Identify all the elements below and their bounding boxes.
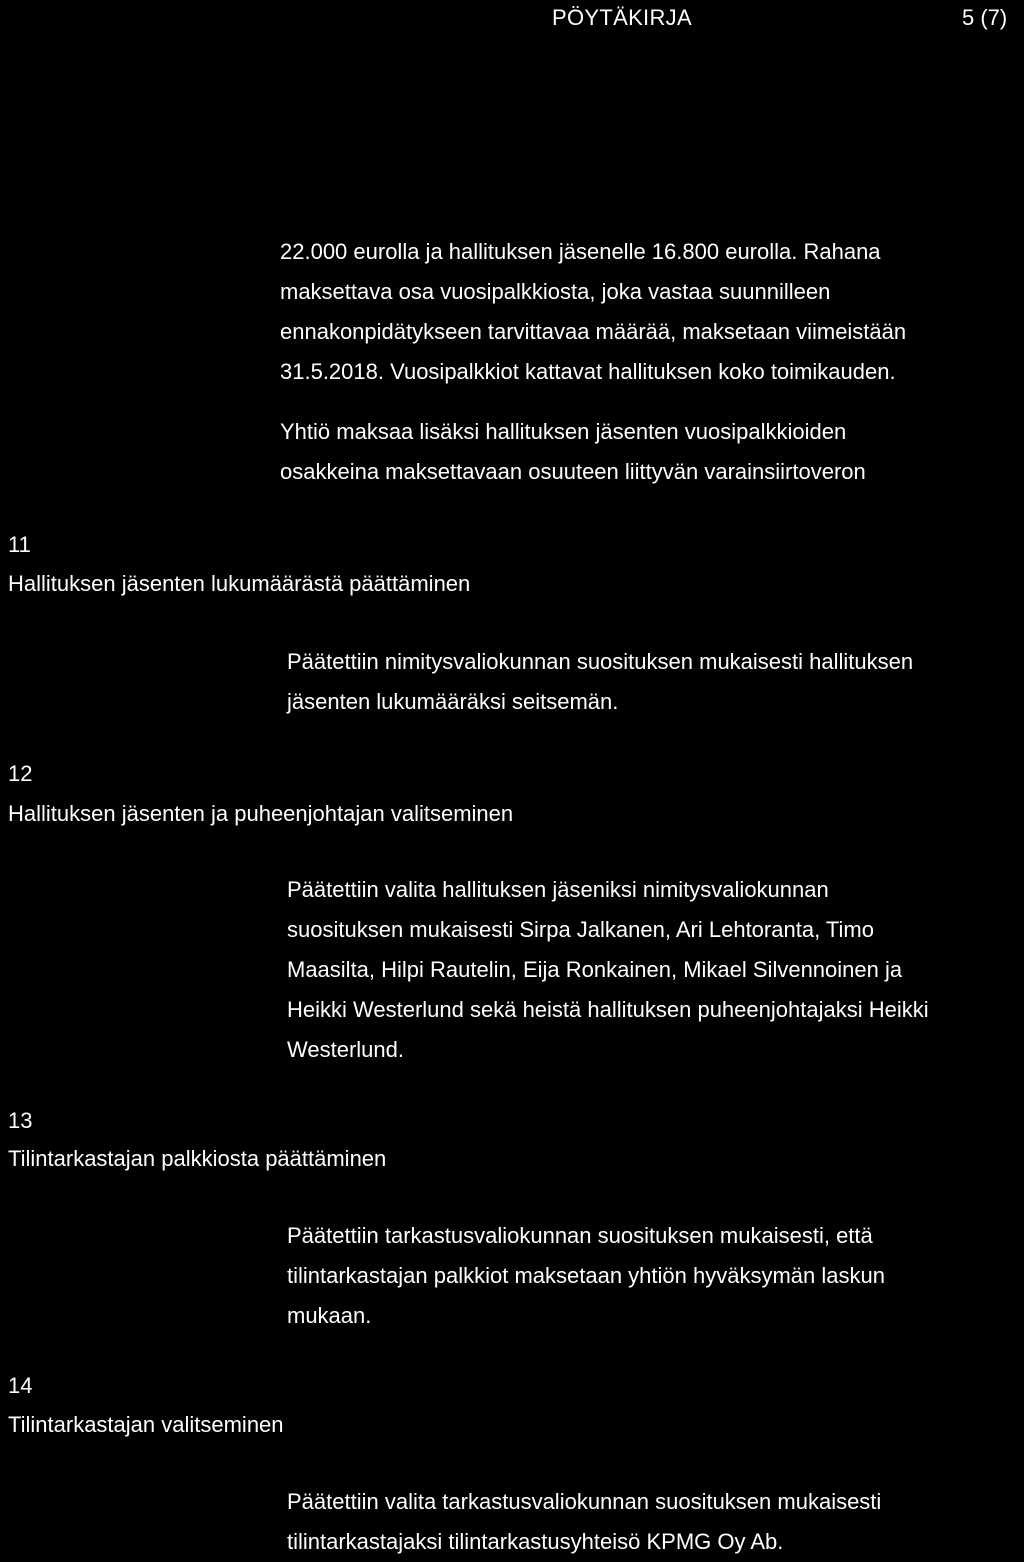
intro-paragraph-fee-continuation	[280, 232, 906, 392]
text-line: 31.5.2018. Vuosipalkkiot kattavat hallituksen koko toimikauden.	[280, 359, 896, 384]
text-line: Päätettiin tarkastusvaliokunnan suosituksen mukaisesti, että	[287, 1223, 873, 1248]
section-body	[287, 870, 929, 1070]
section-title: Hallituksen jäsenten lukumäärästä päättäminen	[8, 571, 471, 596]
text-line: osakkeina maksettavaan osuuteen liittyvän varainsiirtoveron	[280, 459, 866, 484]
section-number: 12	[8, 761, 33, 786]
text-line: suosituksen mukaisesti Sirpa Jalkanen, Ari Lehtoranta, Timo	[287, 917, 874, 942]
text-line: 22.000 eurolla ja hallituksen jäsenelle 16.800 eurolla. Rahana	[280, 239, 881, 264]
section-body	[287, 1216, 885, 1336]
intro-paragraph-transfer-tax	[280, 412, 866, 492]
text-line: Yhtiö maksaa lisäksi hallituksen jäsenten vuosipalkkioiden	[280, 419, 847, 444]
text-line: Westerlund.	[287, 1037, 404, 1062]
text-line: Maasilta, Hilpi Rautelin, Eija Ronkainen, Mikael Silvennoinen ja	[287, 957, 903, 982]
text-line: Heikki Westerlund sekä heistä hallituksen puheenjohtajaksi Heikki	[287, 997, 929, 1022]
text-line: ennakonpidätykseen tarvittavaa määrää, maksetaan viimeistään	[280, 319, 907, 344]
text-line: Päätettiin nimitysvaliokunnan suosituksen mukaisesti hallituksen	[287, 649, 914, 674]
text-line: mukaan.	[287, 1303, 372, 1328]
document-type-heading: PÖYTÄKIRJA	[552, 5, 692, 30]
text-line: Päätettiin valita tarkastusvaliokunnan suosituksen mukaisesti	[287, 1489, 882, 1514]
section-number: 14	[8, 1373, 33, 1398]
text-line: tilintarkastajaksi tilintarkastusyhteisö KPMG Oy Ab.	[287, 1529, 784, 1554]
section-number: 11	[8, 532, 31, 557]
text-line: jäsenten lukumääräksi seitsemän.	[287, 689, 619, 714]
text-line: maksettava osa vuosipalkkiosta, joka vastaa suunnilleen	[280, 279, 831, 304]
section-title: Tilintarkastajan palkkiosta päättäminen	[8, 1146, 387, 1171]
page-number: 5 (7)	[962, 5, 1008, 30]
text-line: Päätettiin valita hallituksen jäseniksi nimitysvaliokunnan	[287, 877, 829, 902]
section-body	[287, 642, 913, 722]
section-number: 13	[8, 1108, 33, 1133]
section-title: Hallituksen jäsenten ja puheenjohtajan valitseminen	[8, 801, 514, 826]
section-title: Tilintarkastajan valitseminen	[8, 1412, 284, 1437]
section-body	[287, 1482, 881, 1562]
text-line: tilintarkastajan palkkiot maksetaan yhtiön hyväksymän laskun	[287, 1263, 885, 1288]
